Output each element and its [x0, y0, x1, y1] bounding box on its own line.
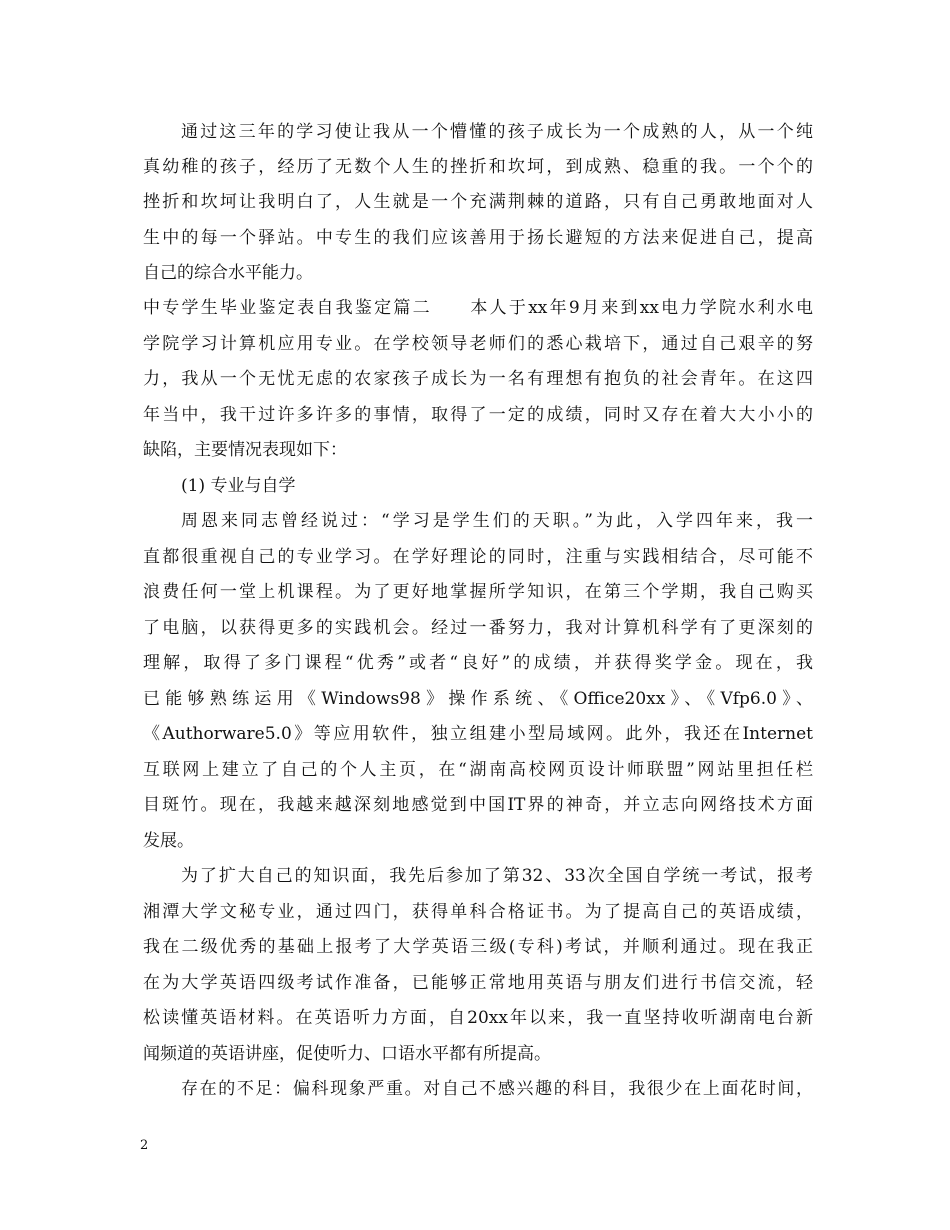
- paragraph-line: 自己的综合水平能力。: [143, 263, 313, 283]
- paragraph-line: 周恩来同志曾经说过：“学习是学生们的天职。”为此，入学四年来，我一: [181, 511, 813, 531]
- paragraph-line: 松读懂英语材料。在英语听力方面，自20xx年以来，我一直坚持收听湖南电台新: [143, 1008, 813, 1028]
- paragraph-line: 力，我从一个无忧无虑的农家孩子成长为一名有理想有抱负的社会青年。在这四: [143, 369, 813, 389]
- paragraph-line: 目斑竹。现在，我越来越深刻地感觉到中国IT界的神奇，并立志向网络技术方面: [143, 795, 813, 815]
- paragraph-line: 学院学习计算机应用专业。在学校领导老师们的悉心栽培下，通过自己艰辛的努: [143, 334, 813, 354]
- paragraph-line: 直都很重视自己的专业学习。在学好理论的同时，注重与实践相结合，尽可能不: [143, 547, 813, 567]
- paragraph-line: 真幼稚的孩子，经历了无数个人生的挫折和坎坷，到成熟、稳重的我。一个个的: [143, 157, 813, 177]
- paragraph-line: 存在的不足：偏科现象严重。对自己不感兴趣的科目，我很少在上面花时间，: [181, 1079, 813, 1099]
- paragraph-line: 湘潭大学文秘专业，通过四门，获得单科合格证书。为了提高自己的英语成绩，: [143, 902, 813, 922]
- paragraph-line: 年当中，我干过许多许多的事情，取得了一定的成绩，同时又存在着大大小小的: [143, 405, 813, 425]
- paragraph-line: 浪费任何一堂上机课程。为了更好地掌握所学知识，在第三个学期，我自己购买: [143, 582, 813, 602]
- paragraph-line: 闻频道的英语讲座，促使听力、口语水平都有所提高。: [143, 1044, 551, 1064]
- page-number: 2: [140, 1138, 149, 1153]
- paragraph-line: 生中的每一个驿站。中专生的我们应该善用于扬长避短的方法来促进自己，提高: [143, 228, 813, 248]
- paragraph-line: 《Authorware5.0》等应用软件，独立组建小型局域网。此外，我还在Internet: [143, 724, 813, 744]
- paragraph-line: 在为大学英语四级考试作准备，已能够正常地用英语与朋友们进行书信交流，轻: [143, 973, 813, 993]
- paragraph-line: 已能够熟练运用《Windows98》操作系统、《Office20xx》、《Vfp6.0》、: [143, 689, 813, 709]
- subsection-heading: (1) 专业与自学: [181, 476, 296, 496]
- paragraph-line: 缺陷，主要情况表现如下：: [143, 440, 347, 460]
- paragraph-line: 我在二级优秀的基础上报考了大学英语三级(专科)考试，并顺利通过。现在我正: [143, 937, 813, 957]
- paragraph-line: 了电脑，以获得更多的实践机会。经过一番努力，我对计算机科学有了更深刻的: [143, 618, 813, 638]
- paragraph-line: 挫折和坎坷让我明白了，人生就是一个充满荆棘的道路，只有自己勇敢地面对人: [143, 192, 813, 212]
- paragraph-line: 发展。: [143, 831, 194, 851]
- paragraph-line: 互联网上建立了自己的个人主页，在“湖南高校网页设计师联盟”网站里担任栏: [143, 760, 813, 780]
- paragraph-line: 为了扩大自己的知识面，我先后参加了第32、33次全国自学统一考试，报考: [181, 866, 813, 886]
- paragraph-line: 理解，取得了多门课程“优秀”或者“良好”的成绩，并获得奖学金。现在，我: [143, 653, 813, 673]
- paragraph-line: 通过这三年的学习使让我从一个懵懂的孩子成长为一个成熟的人，从一个纯: [181, 122, 813, 142]
- section-heading-line: 中专学生毕业鉴定表自我鉴定篇二 本人于xx年9月来到xx电力学院水利水电: [143, 298, 813, 318]
